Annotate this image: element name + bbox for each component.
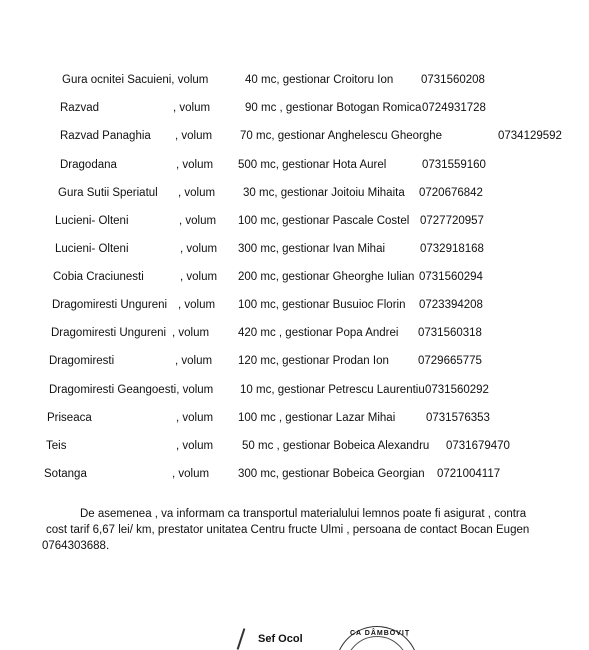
volume-label: , volum — [173, 102, 211, 114]
location-row — [0, 99, 589, 117]
volume-label: , volum — [180, 271, 218, 283]
location-name: Teis — [46, 440, 67, 452]
location-row — [0, 437, 589, 455]
volume-and-manager: 200 mc, gestionar Gheorghe Iulian — [238, 271, 415, 283]
volume-and-manager: 50 mc , gestionar Bobeica Alexandru — [242, 440, 430, 452]
location-name: Priseaca — [47, 412, 92, 424]
location-row — [0, 71, 589, 89]
location-row — [0, 184, 589, 202]
location-name: Sotanga — [44, 468, 87, 480]
location-row — [0, 212, 589, 230]
phone-number: 0723394208 — [419, 299, 483, 311]
phone-number: 0731576353 — [426, 412, 490, 424]
location-row — [0, 352, 589, 370]
official-seal-text: CA DÂMBOVIȚ — [350, 630, 411, 637]
location-name: Razvad — [60, 102, 99, 114]
volume-and-manager: 100 mc, gestionar Busuioc Florin — [238, 299, 406, 311]
volume-and-manager: 420 mc , gestionar Popa Andrei — [238, 327, 399, 339]
info-paragraph-line-1: De asemenea , va informam ca transportul materialului lemnos poate fi asigurat , contra — [80, 508, 527, 520]
location-row — [0, 156, 589, 174]
volume-and-manager: 100 mc, gestionar Pascale Costel — [238, 215, 410, 227]
location-row — [0, 240, 589, 258]
phone-number: 0731560292 — [425, 384, 489, 396]
signature-mark — [237, 628, 246, 650]
volume-and-manager: 70 mc, gestionar Anghelescu Gheorghe — [240, 130, 443, 142]
location-name: Cobia Craciunesti — [53, 271, 144, 283]
location-row — [0, 268, 589, 286]
phone-number: 0731560294 — [419, 271, 483, 283]
volume-and-manager: 300 mc, gestionar Ivan Mihai — [238, 243, 386, 255]
location-name: Lucieni- Olteni — [55, 215, 129, 227]
volume-and-manager: 300 mc, gestionar Bobeica Georgian — [238, 468, 425, 480]
info-paragraph-line-3: 0764303688. — [42, 540, 110, 552]
phone-number: 0720676842 — [419, 187, 483, 199]
location-name: Dragomiresti Ungureni — [51, 327, 167, 339]
location-name: Gura ocnitei Sacuieni, volum — [62, 74, 209, 86]
phone-number: 0734129592 — [498, 130, 562, 142]
volume-and-manager: 30 mc, gestionar Joitoiu Mihaita — [243, 187, 405, 199]
volume-label: , volum — [175, 130, 213, 142]
volume-label: , volum — [172, 327, 210, 339]
volume-label: , volum — [172, 468, 210, 480]
phone-number: 0731560318 — [418, 327, 482, 339]
volume-and-manager: 500 mc, gestionar Hota Aurel — [238, 159, 387, 171]
volume-and-manager: 90 mc , gestionar Botogan Romica — [245, 102, 422, 114]
signature-title: Sef Ocol — [258, 633, 303, 645]
phone-number: 0731560208 — [421, 74, 485, 86]
phone-number: 0732918168 — [420, 243, 484, 255]
phone-number: 0727720957 — [420, 215, 484, 227]
location-row — [0, 296, 589, 314]
location-name: Dragomiresti — [49, 355, 115, 367]
phone-number: 0729665775 — [418, 355, 482, 367]
volume-label: , volum — [178, 187, 216, 199]
volume-label: , volum — [179, 215, 217, 227]
location-row — [0, 324, 589, 342]
phone-number: 0731559160 — [422, 159, 486, 171]
location-name: Dragomiresti Ungureni — [52, 299, 168, 311]
location-row — [0, 381, 589, 399]
location-name: Dragomiresti Geangoesti, volum — [49, 384, 214, 396]
phone-number: 0724931728 — [422, 102, 486, 114]
volume-label: , volum — [180, 243, 218, 255]
volume-and-manager: 40 mc, gestionar Croitoru Ion — [245, 74, 394, 86]
volume-and-manager: 100 mc , gestionar Lazar Mihai — [238, 412, 396, 424]
volume-and-manager: 10 mc, gestionar Petrescu Laurentiu — [240, 384, 425, 396]
volume-label: , volum — [178, 299, 216, 311]
location-name: Gura Sutii Speriatul — [58, 187, 158, 199]
phone-number: 0721004117 — [437, 468, 501, 480]
location-name: Dragodana — [60, 159, 117, 171]
phone-number: 0731679470 — [446, 440, 510, 452]
location-name: Razvad Panaghia — [60, 130, 151, 142]
info-paragraph-line-2: cost tarif 6,67 lei/ km, prestator unitatea Centru fructe Ulmi , persoana de contact Bocan Eugen — [46, 524, 530, 536]
volume-label: , volum — [176, 159, 214, 171]
volume-label: , volum — [175, 355, 213, 367]
location-name: Lucieni- Olteni — [55, 243, 129, 255]
volume-and-manager: 120 mc, gestionar Prodan Ion — [238, 355, 389, 367]
volume-label: , volum — [176, 440, 214, 452]
location-row — [0, 465, 589, 483]
volume-label: , volum — [176, 412, 214, 424]
location-row — [0, 409, 589, 427]
location-row — [0, 127, 589, 145]
